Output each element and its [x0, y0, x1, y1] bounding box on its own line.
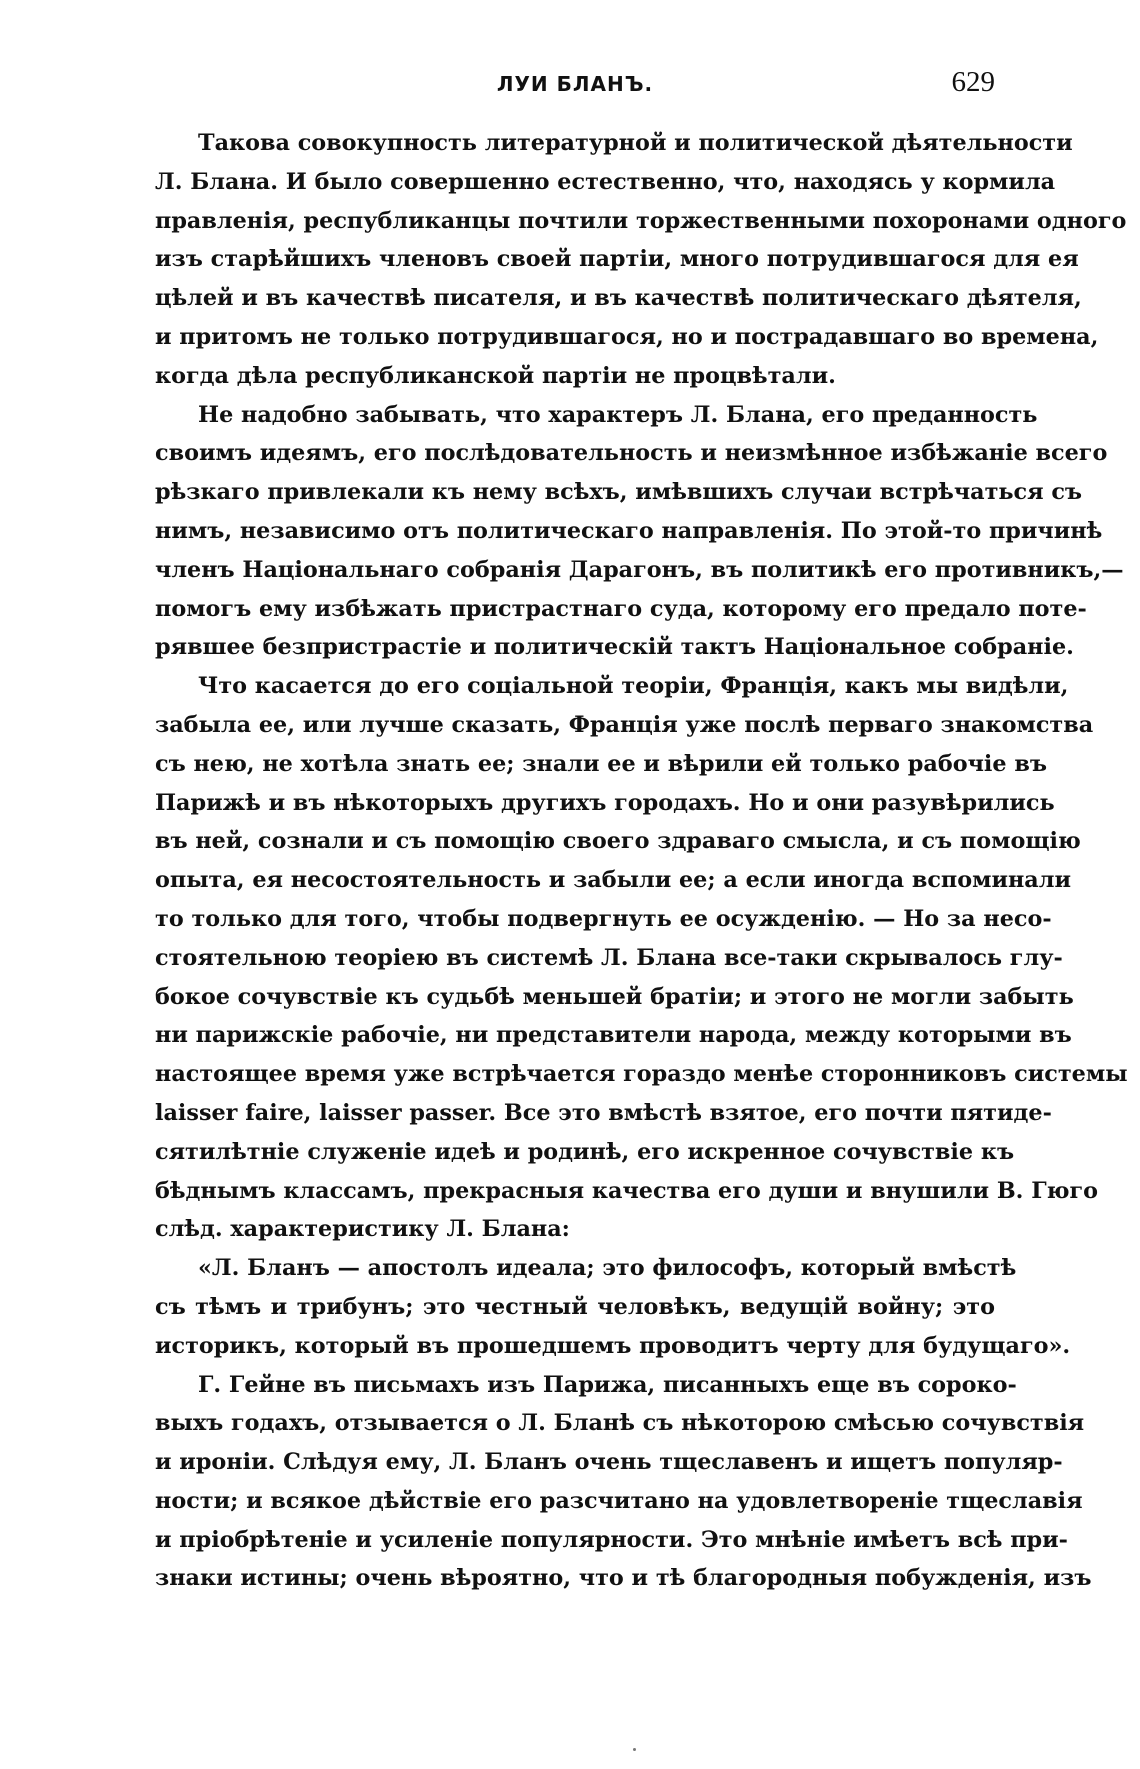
text-line: когда дѣла республиканской партіи не процвѣтали. [155, 362, 836, 389]
text-line: членъ Національнаго собранія Дарагонъ, въ политикѣ его противникъ,— [155, 556, 1124, 583]
text-line: бѣднымъ классамъ, прекрасныя качества его души и внушили В. Гюго [155, 1177, 1099, 1204]
text-line: ности; и всякое дѣйствіе его разсчитано на удовлетвореніе тщеславія [155, 1487, 1083, 1514]
paragraph [155, 1366, 1092, 1599]
text-line: цѣлей и въ качествѣ писателя, и въ качествѣ политическаго дѣятеля, [155, 285, 1082, 312]
text-line: рѣзкаго привлекали къ нему всѣхъ, имѣвшихъ случаи встрѣчаться съ [155, 479, 1083, 506]
text-line: выхъ годахъ, отзывается о Л. Бланѣ съ нѣкоторою смѣсью сочувствія [155, 1410, 1085, 1437]
text-line: Парижѣ и въ нѣкоторыхъ другихъ городахъ. Но и они разувѣрились [155, 789, 1055, 816]
text-line: Не надобно забывать, что характеръ Л. Блана, его преданность [198, 401, 1038, 428]
paper-speck [633, 1748, 636, 1751]
text-line: правленія, республиканцы почтили торжественными похоронами одного [155, 207, 1127, 234]
text-line: Что касается до его соціальной теоріи, Франція, какъ мы видѣли, [198, 673, 1069, 700]
text-line: бокое сочувствіе къ судьбѣ меньшей братіи; и этого не могли забыть [155, 983, 1074, 1010]
paragraph [155, 396, 1124, 668]
text-line: Г. Гейне въ письмахъ изъ Парижа, писанныхъ еще въ сороко- [198, 1371, 1017, 1398]
text-line: laisser faire, laisser passer. Все это вмѣстѣ взятое, его почти пятиде- [155, 1099, 1052, 1126]
page-header [155, 62, 995, 112]
text-line: помогъ ему избѣжать пристрастнаго суда, которому его предало поте- [155, 595, 1087, 622]
text-line: слѣд. характеристику Л. Блана: [155, 1216, 570, 1243]
text-line: рявшее безпристрастіе и политическій тактъ Національное собраніе. [155, 634, 1074, 661]
text-line: съ нею, не хотѣла знать ее; знали ее и вѣрили ей только рабочіе въ [155, 750, 1047, 777]
text-line: знаки истины; очень вѣроятно, что и тѣ благородныя побужденія, изъ [155, 1565, 1092, 1592]
running-head: ЛУИ БЛАНЪ. [496, 72, 654, 96]
text-line: настоящее время уже встрѣчается гораздо менѣе сторонниковъ системы [155, 1061, 1128, 1088]
text-line: историкъ, который въ прошедшемъ проводитъ черту для будущаго». [155, 1332, 1071, 1359]
text-line: стоятельною теоріею въ системѣ Л. Блана все-таки скрывалось глу- [155, 944, 1063, 971]
text-line: опыта, ея несостоятельность и забыли ее; а если иногда вспоминали [155, 867, 1072, 894]
text-line: Такова совокупность литературной и политической дѣятельности [198, 130, 1073, 156]
text-line: ни парижскіе рабочіе, ни представители народа, между которыми въ [155, 1022, 1072, 1049]
paragraph [155, 124, 1127, 396]
paragraph [155, 667, 1128, 1249]
text-line: и притомъ не только потрудившагося, но и пострадавшаго во времена, [155, 323, 1099, 350]
text-line: изъ старѣйшихъ членовъ своей партіи, много потрудившагося для ея [155, 246, 1079, 273]
text-line: «Л. Бланъ — апостолъ идеала; это философъ, который вмѣстѣ [198, 1255, 1017, 1282]
body-text [155, 124, 1128, 1598]
text-line: и ироніи. Слѣдуя ему, Л. Бланъ очень тщеславенъ и ищетъ популяр- [155, 1449, 1063, 1476]
text-line: забыла ее, или лучше сказать, Франція уже послѣ перваго знакомства [155, 711, 1094, 738]
text-line: и пріобрѣтеніе и усиленіе популярности. Это мнѣніе имѣетъ всѣ при- [155, 1526, 1068, 1553]
text-line: своимъ идеямъ, его послѣдовательность и неизмѣнное избѣжаніе всего [155, 440, 1108, 467]
text-line: съ тѣмъ и трибунъ; это честный человѣкъ, ведущій войну; это [155, 1293, 995, 1320]
text-line: сятилѣтніе служеніе идеѣ и родинѣ, его искренное сочувствіе къ [155, 1138, 1015, 1165]
page-number: 629 [951, 66, 995, 98]
text-line: въ ней, сознали и съ помощію своего здраваго смысла, и съ помощію [155, 828, 1081, 855]
paragraph [155, 1249, 1071, 1365]
text-line: то только для того, чтобы подвергнуть ее осужденію. — Но за несо- [155, 905, 1052, 932]
text-line: Л. Блана. И было совершенно естественно, что, находясь у кормила [155, 168, 1056, 195]
book-page [155, 62, 1128, 1598]
text-line: нимъ, независимо отъ политическаго направленія. По этой-то причинѣ [155, 517, 1103, 544]
